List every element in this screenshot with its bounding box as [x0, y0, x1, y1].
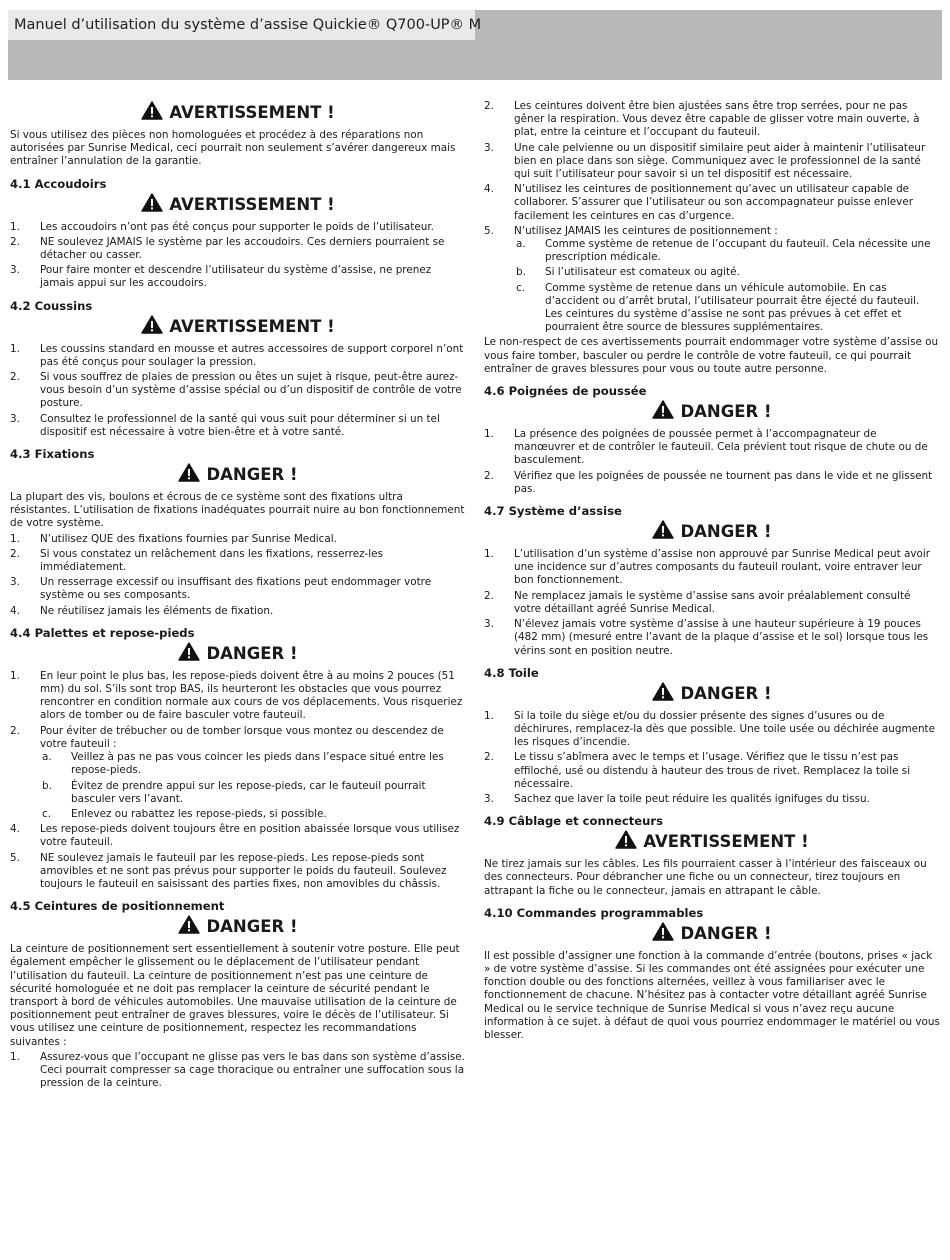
sub-list — [40, 751, 466, 821]
section-heading: 4.8 Toile — [484, 665, 539, 680]
list-item: 2. NE soulevez JAMAIS le système par les accoudoirs. Ces derniers pourraient se détacher ou casser. — [10, 235, 445, 262]
section-heading: 4.2 Coussins — [10, 298, 93, 313]
warning-label: AVERTISSEMENT ! — [169, 103, 335, 122]
section-intro: La ceinture de positionnement sert essentiellement à soutenir votre posture. Elle peut également empêcher le glissement ou le déplacement de l’utilisateur pendant l’utilisation du fauteuil. La ceinture de positionnement n’est pas une ceinture de sécurité homologuée et ne doit pas remplacer la ceinture de sécurité pendant le transport à bord de véhicules automobiles. Une mauvaise utilisation de la ceinture de positionnement peut entraîner de graves blessures, voire le décès de l’utilisateur. Si vous utilisez une ceinture de positionnement, respectez les recommandations suivantes : — [10, 943, 460, 1048]
numbered-list — [484, 428, 940, 496]
right-column — [484, 100, 940, 1044]
danger-label: DANGER ! — [680, 683, 772, 703]
danger-label: DANGER ! — [680, 522, 772, 542]
section-heading: 4.10 Commandes programmables — [484, 905, 704, 920]
page-header-title: Manuel d’utilisation du système d’assise Quickie® Q700-UP® M — [8, 10, 475, 40]
warning-triangle-icon — [178, 463, 200, 487]
list-item: 4. Ne réutilisez jamais les éléments de fixation. — [10, 604, 274, 617]
list-item: 3. Une cale pelvienne ou un dispositif similaire peut aider à maintenir l’utilisateur bien en place dans son siège. Communiquez avec le professionnel de la santé qui suit l’utilisateur pour savoir si un tel dispositif est nécessaire. — [484, 141, 926, 181]
danger-label: DANGER ! — [680, 923, 772, 943]
sub-list-item: a. Veillez à pas ne pas vous coincer les pieds dans l’espace situé entre les repose-pieds. — [42, 751, 444, 777]
sub-list-item: b. Si l’utilisateur est comateux ou agité. — [516, 266, 740, 279]
list-item: 2. Pour éviter de trébucher ou de tomber lorsque vous montez ou descendez de votre fauteuil : a. Veillez à pas ne pas vous coincer les pieds dans l’espace situé entre les repose-pieds. b. Évitez de prendre appui sur les repose-pieds, car le fauteuil pourrait basculer vers l’avant. c. Enlevez ou rabattez les repose-pieds, si possible. — [10, 725, 466, 821]
list-item: 2. Ne remplacez jamais le système d’assise sans avoir préalablement consulté votre détaillant agréé Sunrise Medical. — [484, 589, 911, 615]
list-item: 2. Si vous souffrez de plaies de pression ou êtes un sujet à risque, peut-être aurez-vous besoin d’un système d’assise spécial ou d’un dispositif de contrôle de votre posture. — [10, 371, 462, 410]
list-item: 1. L’utilisation d’un système d’assise non approuvé par Sunrise Medical peut avoir une incidence sur d’autres composants du fauteuil roulant, voire entraver leur bon fonctionnement. — [484, 548, 931, 587]
section-heading: 4.4 Palettes et repose-pieds — [10, 625, 195, 640]
warning-label: AVERTISSEMENT ! — [643, 832, 809, 852]
danger-heading — [484, 520, 940, 544]
list-item: 2. Les ceintures doivent être bien ajustées sans être trop serrées, pour ne pas gêner la respiration. Vous devez être capable de glisser votre main ouverte, à plat, entre la ceinture et l’occupant du fauteuil. — [484, 100, 920, 139]
list-item: 1. Les accoudoirs n’ont pas été conçus pour supporter le poids de l’utilisateur. — [10, 220, 434, 233]
numbered-list — [10, 1051, 466, 1091]
danger-heading — [484, 682, 940, 706]
list-item: 4. Les repose-pieds doivent toujours être en position abaissée lorsque vous utilisez votre fauteuil. — [10, 823, 460, 849]
numbered-list — [10, 343, 466, 439]
sub-list-item: c. Comme système de retenue dans un véhicule automobile. En cas d’accident ou d’arrêt brutal, l’utilisateur pourrait être éjecté du fauteuil. Les ceintures du système d’assise ne sont pas prévues à cet effet et pourraient être source de blessures supplémentaires. — [516, 281, 920, 334]
danger-heading — [10, 463, 466, 487]
danger-label: DANGER ! — [206, 643, 298, 663]
warning-triangle-icon — [652, 682, 674, 706]
warning-triangle-icon — [652, 520, 674, 544]
list-item: 1. Assurez-vous que l’occupant ne glisse pas vers le bas dans son système d’assise. Ceci pourrait compresser sa cage thoracique ou entraîner une suffocation sous la pression de la ceinture. — [10, 1050, 465, 1090]
list-item: 3. Un resserrage excessif ou insuffisant des fixations peut endommager votre système ou ses composants. — [10, 576, 432, 602]
danger-heading — [10, 642, 466, 666]
danger-label: DANGER ! — [206, 465, 298, 485]
list-item: 2. Le tissu s’abîmera avec le temps et l’usage. Vérifiez que le tissu n’est pas effiloché, usé ou distendu à hauteur des trous de rivet. Remplacez la toile si nécessaire. — [484, 751, 911, 790]
section-paragraph: Il est possible d’assigner une fonction à la commande d’entrée (boutons, prises « jack » de votre système d’assise. Si les commandes ont été assignées pour exécuter une fonction double ou des fonctions alternées, veillez à vous familiariser avec le fonctionnement de chacune. N’hésitez pas à contacter votre détaillant agréé Sunrise Medical ou le service technique de Sunrise Medical si vous n’avez reçu aucune information à ce sujet. à défaut de quoi vous pourriez endommager le matériel ou vous blesser. — [484, 949, 940, 1041]
list-item: 1. Si la toile du siège et/ou du dossier présente des signes d’usures ou de déchirures, remplacez-la dès que possible. Une toile usée ou déchirée augmente les risques d’incendie. — [484, 709, 936, 749]
danger-heading — [10, 915, 466, 939]
list-item: 3. N’élevez jamais votre système d’assise à une hauteur supérieure à 19 pouces (482 mm) (mesuré entre l’avant de la plaque d’assise et le sol) lorsque tous les vérins sont en position neutre. — [484, 618, 929, 657]
list-item: 5. NE soulevez jamais le fauteuil par les repose-pieds. Les repose-pieds sont amovibles et ne sont pas prévus pour supporter le poids du fauteuil. Soulevez toujours le fauteuil en saisissant des parties fixes, non amovibles du châssis. — [10, 851, 447, 890]
warning-heading — [484, 830, 940, 854]
list-item: 3. Sachez que laver la toile peut réduire les qualités ignifuges du tissu. — [484, 792, 870, 805]
sub-list-item: b. Évitez de prendre appui sur les repose-pieds, car le fauteuil pourrait basculer vers l’avant. — [42, 779, 426, 805]
section-paragraph: Ne tirez jamais sur les câbles. Les fils pourraient casser à l’intérieur des faisceaux ou des connecteurs. Pour débrancher une fiche ou un connecteur, tirez toujours en attrapant la fiche ou le connecteur, jamais en attrapant le câble. — [484, 858, 927, 897]
numbered-list — [10, 221, 466, 291]
page-header-band — [8, 10, 942, 80]
section-outro: Le non-respect de ces avertissements pourrait endommager votre système d’assise ou vous faire tomber, basculer ou perdre le contrôle de votre fauteuil, ce qui pourrait entraîner de graves blessures pour vous ou toute autre personne. — [484, 336, 939, 375]
danger-heading — [484, 400, 940, 424]
numbered-list — [484, 100, 940, 334]
warning-triangle-icon — [178, 915, 200, 939]
warning-triangle-icon — [652, 922, 674, 946]
list-item: 3. Pour faire monter et descendre l’utilisateur du système d’assise, ne prenez jamais appui sur les accoudoirs. — [10, 264, 432, 290]
list-item: 3. Consultez le professionnel de la santé qui vous suit pour déterminer si un tel dispositif est nécessaire à votre bien-être et à votre santé. — [10, 412, 440, 438]
section-heading: 4.6 Poignées de poussée — [484, 384, 647, 399]
list-item: 2. Si vous constatez un relâchement dans les fixations, resserrez-les immédiatement. — [10, 547, 383, 574]
danger-heading — [484, 922, 940, 946]
warning-heading — [10, 193, 466, 217]
left-column — [10, 100, 466, 1092]
list-item: 2. Vérifiez que les poignées de poussée ne tournent pas dans le vide et ne glissent pas. — [484, 469, 933, 495]
warning-triangle-icon — [141, 315, 163, 339]
section-heading: 4.1 Accoudoirs — [10, 176, 107, 191]
sub-list — [514, 238, 940, 334]
list-item: 1. La présence des poignées de poussée permet à l’accompagnateur de manœuvrer et de contrôler le fauteuil. Cela prévient tout risque de chute ou de basculement. — [484, 428, 928, 467]
section-heading: 4.5 Ceintures de positionnement — [10, 899, 225, 914]
intro-paragraph: Si vous utilisez des pièces non homologuées et procédez à des réparations non autorisées par Sunrise Medical, ceci pourrait non seulement s’avérer dangereux mais entraîner l’annulation de la garantie. — [10, 129, 456, 168]
numbered-list — [10, 533, 466, 618]
warning-triangle-icon — [141, 101, 163, 125]
warning-triangle-icon — [652, 400, 674, 424]
list-item: 1. Les coussins standard en mousse et autres accessoires de support corporel n’ont pas été conçus pour soulager la pression. — [10, 342, 464, 368]
warning-triangle-icon — [178, 642, 200, 666]
section-intro: La plupart des vis, boulons et écrous de ce système sont des fixations ultra résistantes. L’utilisation de fixations inadéquates pourrait nuire au bon fonctionnement de votre système. — [10, 491, 465, 530]
sub-list-item: c. Enlevez ou rabattez les repose-pieds, si possible. — [42, 807, 327, 820]
danger-label: DANGER ! — [680, 402, 772, 422]
numbered-list — [484, 548, 940, 658]
sub-list-item: a. Comme système de retenue de l’occupant du fauteuil. Cela nécessite une prescription médicale. — [516, 238, 931, 264]
warning-label: AVERTISSEMENT ! — [169, 194, 335, 214]
section-heading: 4.3 Fixations — [10, 447, 95, 462]
list-item: 4. N’utilisez les ceintures de positionnement qu’avec un utilisateur capable de collaborer. S’assurer que l’utilisateur ou son accompagnateur puisse enlever facilement les ceintures en cas d’urgence. — [484, 183, 913, 222]
section-heading: 4.9 Câblage et connecteurs — [484, 814, 664, 829]
numbered-list — [10, 670, 466, 891]
numbered-list — [484, 710, 940, 806]
warning-triangle-icon — [141, 193, 163, 217]
danger-label: DANGER ! — [206, 917, 298, 937]
list-item: 5. N’utilisez JAMAIS les ceintures de positionnement : a. Comme système de retenue de l’occupant du fauteuil. Cela nécessite une prescription médicale. b. Si l’utilisateur est comateux ou agité. c. Comme système de retenue dans un véhicule automobile. En cas d’accident ou d’arrêt brutal, l’utilisateur pourrait être éjecté du fauteuil. Les ceintures du système d’assise ne sont pas prévues à cet effet et pourraient être source de blessures supplémentaires. — [484, 225, 940, 335]
section-heading: 4.7 Système d’assise — [484, 504, 622, 519]
warning-label: AVERTISSEMENT ! — [169, 316, 335, 336]
warning-heading — [10, 101, 466, 125]
list-item: 1. N’utilisez QUE des fixations fournies par Sunrise Medical. — [10, 532, 337, 545]
warning-triangle-icon — [615, 830, 637, 854]
list-item: 1. En leur point le plus bas, les repose-pieds doivent être à au moins 2 pouces (51 mm) du sol. S’ils sont trop BAS, ils heurteront les obstacles que vous pourrez rencontrer en condition normale aux cours de vos déplacements. Vous risqueriez alors de tomber ou de faire basculer votre fauteuil. — [10, 669, 463, 722]
warning-heading — [10, 315, 466, 339]
